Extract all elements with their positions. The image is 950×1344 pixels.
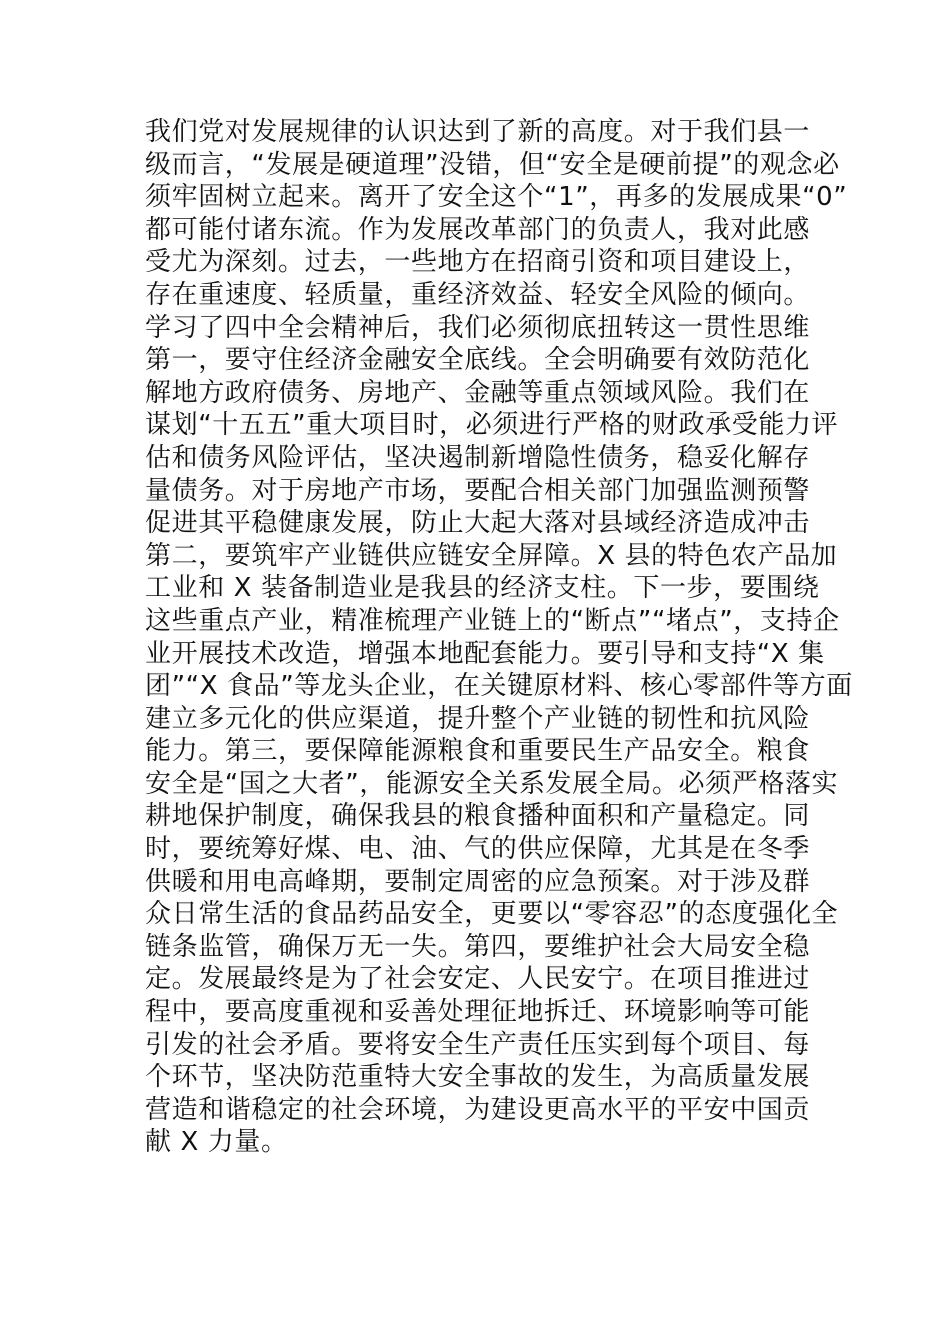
text-line: 这些重点产业，精准梳理产业链上的“断点”“堵点”，支持企 [145, 605, 840, 636]
text-line: 我们党对发展规律的认识达到了新的高度。对于我们县一 [145, 117, 811, 147]
text-line: 时，要统筹好煤、电、油、气的供应保障，尤其是在冬季 [145, 834, 811, 865]
text-line: 营造和谐稳定的社会环境，为建设更高水平的平安中国贡 [145, 1094, 811, 1125]
text-line: 定。发展最终是为了社会安定、人民安宁。在项目推进过 [145, 964, 811, 995]
text-line: 学习了四中全会精神后，我们必须彻底扭转这一贯性思维 [145, 312, 811, 343]
text-line: 耕地保护制度，确保我县的粮食播种面积和产量稳定。同 [145, 801, 811, 832]
text-line: 促进其平稳健康发展，防止大起大落对县域经济造成冲击 [145, 508, 811, 539]
text-line: 安全是“国之大者”，能源安全关系发展全局。必须严格落实 [145, 768, 839, 799]
text-line: 献 X 力量。 [145, 1127, 288, 1158]
text-line: 解地方政府债务、房地产、金融等重点领域风险。我们在 [145, 377, 811, 408]
text-line: 工业和 X 装备制造业是我县的经济支柱。下一步，要围绕 [145, 573, 820, 604]
text-line: 受尤为深刻。过去，一些地方在招商引资和项目建设上， [145, 247, 811, 278]
text-line: 估和债务风险评估，坚决遏制新增隐性债务，稳妥化解存 [145, 442, 811, 473]
text-line: 供暖和用电高峰期，要制定周密的应急预案。对于涉及群 [145, 866, 811, 897]
text-line: 众日常生活的食品药品安全，更要以“零容忍”的态度强化全 [145, 899, 839, 930]
text-line: 须牢固树立起来。离开了安全这个“1”，再多的发展成果“0” [145, 182, 848, 213]
text-line: 存在重速度、轻质量，重经济效益、轻安全风险的倾向。 [145, 279, 811, 310]
text-line: 个环节，坚决防范重特大安全事故的发生，为高质量发展 [145, 1062, 811, 1093]
text-line: 引发的社会矛盾。要将安全生产责任压实到每个项目、每 [145, 1029, 811, 1060]
text-line: 程中，要高度重视和妥善处理征地拆迁、环境影响等可能 [145, 997, 811, 1028]
text-line: 都可能付诸东流。作为发展改革部门的负责人，我对此感 [145, 214, 811, 245]
text-line: 链条监管，确保万无一失。第四，要维护社会大局安全稳 [145, 931, 811, 962]
text-line: 团”“X 食品”等龙头企业，在关键原材料、核心零部件等方面 [145, 671, 853, 702]
text-line: 业开展技术改造，增强本地配套能力。要引导和支持“X 集 [145, 638, 825, 669]
text-line: 能力。第三，要保障能源粮食和重要民生产品安全。粮食 [145, 736, 811, 767]
document-body [145, 116, 853, 1159]
text-line: 级而言，“发展是硬道理”没错，但“安全是硬前提”的观念必 [145, 149, 840, 180]
text-line: 第一，要守住经济金融安全底线。全会明确要有效防范化 [145, 345, 811, 376]
text-line: 谋划“十五五”重大项目时，必须进行严格的财政承受能力评 [145, 410, 839, 441]
text-line: 量债务。对于房地产市场，要配合相关部门加强监测预警 [145, 475, 811, 506]
text-line: 建立多元化的供应渠道，提升整个产业链的韧性和抗风险 [145, 703, 811, 734]
text-line: 第二，要筑牢产业链供应链安全屏障。X 县的特色农产品加 [145, 540, 838, 571]
